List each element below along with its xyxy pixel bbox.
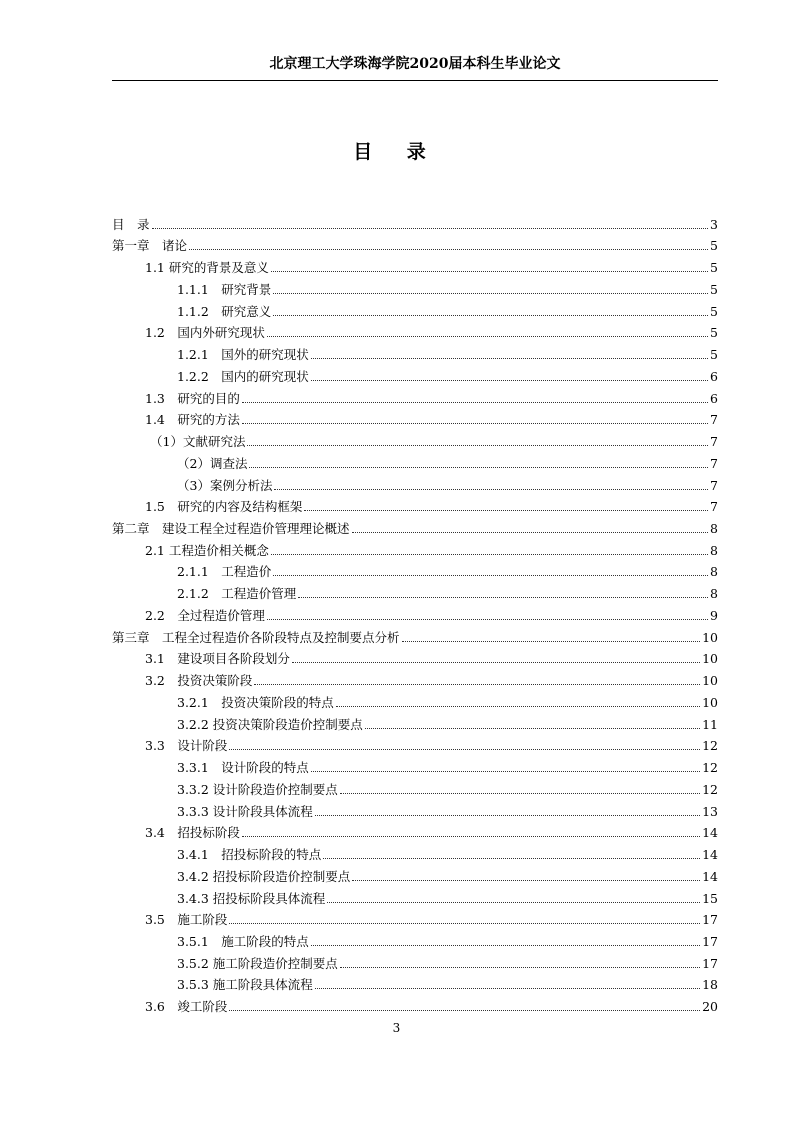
toc-entry-page: 5 [710, 347, 718, 363]
toc-entry-label: 3.3.2 设计阶段造价控制要点 [177, 781, 338, 797]
toc-entry-page: 17 [702, 933, 718, 949]
toc-leader-dots [242, 836, 700, 837]
toc-entry-page: 8 [710, 564, 718, 580]
toc-entry-label: 第一章 诸论 [112, 238, 188, 254]
toc-entry[interactable] [112, 233, 718, 255]
toc-entry-page: 5 [710, 260, 718, 276]
toc-entry-label: 1.2 国内外研究现状 [145, 325, 265, 341]
toc-leader-dots [315, 815, 700, 816]
toc-entry[interactable] [112, 841, 718, 863]
toc-leader-dots [229, 749, 700, 750]
toc-entry[interactable] [112, 711, 718, 733]
toc-entry[interactable] [112, 689, 718, 711]
toc-entry-label: 3.5.2 施工阶段造价控制要点 [177, 955, 338, 971]
table-of-contents [112, 211, 718, 1015]
toc-entry-label: 3.4 招投标阶段 [145, 825, 240, 841]
toc-entry[interactable] [112, 950, 718, 972]
toc-leader-dots [340, 793, 700, 794]
toc-entry-label: 3.6 竣工阶段 [145, 999, 228, 1015]
toc-entry-label: 3.2.2 投资决策阶段造价控制要点 [177, 716, 363, 732]
toc-leader-dots [292, 662, 700, 663]
toc-entry-page: 10 [702, 651, 718, 667]
toc-leader-dots [311, 771, 700, 772]
toc-leader-dots [315, 988, 700, 989]
toc-entry[interactable] [112, 667, 718, 689]
toc-entry[interactable] [112, 407, 718, 429]
toc-entry-label: 3.5.3 施工阶段具体流程 [177, 977, 313, 993]
toc-leader-dots [267, 336, 708, 337]
toc-entry-label: 3.3 设计阶段 [145, 738, 228, 754]
toc-entry-page: 7 [710, 434, 718, 450]
toc-entry-page: 8 [710, 542, 718, 558]
toc-entry-page: 7 [710, 499, 718, 515]
toc-entry-label: 1.1.1 研究背景 [177, 281, 272, 297]
toc-leader-dots [247, 445, 708, 446]
toc-entry-label: 3.3.3 设计阶段具体流程 [177, 803, 313, 819]
toc-entry-label: （3）案例分析法 [177, 477, 273, 493]
page-number: 3 [392, 1021, 401, 1035]
toc-leader-dots [267, 619, 708, 620]
toc-entry[interactable] [112, 363, 718, 385]
page-title: 目 录 [353, 141, 440, 163]
toc-entry[interactable] [112, 385, 718, 407]
toc-entry-label: 3.5 施工阶段 [145, 912, 228, 928]
toc-entry[interactable] [112, 537, 718, 559]
toc-leader-dots [273, 575, 708, 576]
toc-entry-page: 17 [702, 912, 718, 928]
toc-leader-dots [402, 641, 701, 642]
toc-leader-dots [271, 271, 708, 272]
toc-entry-page: 12 [702, 760, 718, 776]
toc-entry-page: 8 [710, 586, 718, 602]
toc-leader-dots [254, 684, 700, 685]
toc-entry[interactable] [112, 320, 718, 342]
toc-entry[interactable] [112, 972, 718, 994]
toc-entry-label: 3.2.1 投资决策阶段的特点 [177, 694, 334, 710]
toc-entry-label: 1.5 研究的内容及结构框架 [145, 499, 303, 515]
toc-entry-page: 15 [702, 890, 718, 906]
toc-entry[interactable] [112, 211, 718, 233]
toc-entry-page: 20 [702, 999, 718, 1015]
toc-entry-page: 14 [702, 847, 718, 863]
toc-leader-dots [365, 728, 700, 729]
toc-leader-dots [229, 1010, 700, 1011]
toc-entry[interactable] [112, 298, 718, 320]
toc-entry[interactable] [112, 428, 718, 450]
toc-entry[interactable] [112, 276, 718, 298]
toc-entry-page: 5 [710, 325, 718, 341]
toc-leader-dots [352, 880, 700, 881]
toc-leader-dots [340, 967, 700, 968]
toc-entry-page: 8 [710, 521, 718, 537]
toc-entry-page: 5 [710, 238, 718, 254]
toc-entry-page: 12 [702, 781, 718, 797]
toc-entry[interactable] [112, 907, 718, 929]
toc-entry-page: 14 [702, 825, 718, 841]
toc-entry[interactable] [112, 624, 718, 646]
toc-leader-dots [274, 489, 708, 490]
toc-entry-page: 11 [702, 716, 718, 732]
toc-entry-label: 3.1 建设项目各阶段划分 [145, 651, 290, 667]
toc-leader-dots [273, 315, 708, 316]
toc-entry-page: 6 [710, 390, 718, 406]
toc-leader-dots [336, 706, 700, 707]
toc-entry-label: 2.1.2 工程造价管理 [177, 586, 297, 602]
toc-entry-label: （2）调查法 [177, 455, 248, 471]
toc-entry-page: 14 [702, 868, 718, 884]
toc-entry-page: 12 [702, 738, 718, 754]
toc-leader-dots [311, 358, 708, 359]
toc-entry-label: 3.5.1 施工阶段的特点 [177, 933, 309, 949]
toc-leader-dots [189, 249, 708, 250]
header-rule [112, 80, 718, 81]
toc-entry[interactable] [112, 494, 718, 516]
toc-leader-dots [242, 402, 708, 403]
toc-entry-label: 1.2.2 国内的研究现状 [177, 368, 309, 384]
toc-entry-page: 10 [702, 673, 718, 689]
toc-leader-dots [311, 945, 700, 946]
toc-entry[interactable] [112, 515, 718, 537]
toc-leader-dots [152, 228, 709, 229]
toc-entry-label: 3.4.2 招投标阶段造价控制要点 [177, 868, 351, 884]
toc-leader-dots [352, 532, 709, 533]
toc-entry[interactable] [112, 993, 718, 1015]
toc-entry[interactable] [112, 646, 718, 668]
toc-leader-dots [273, 293, 708, 294]
toc-entry[interactable] [112, 885, 718, 907]
toc-entry-page: 10 [702, 629, 718, 645]
toc-entry-page: 5 [710, 303, 718, 319]
toc-leader-dots [323, 858, 700, 859]
toc-entry[interactable] [112, 733, 718, 755]
toc-entry-label: 第三章 工程全过程造价各阶段特点及控制要点分析 [112, 629, 400, 645]
toc-entry-label: 3.2 投资决策阶段 [145, 673, 253, 689]
toc-entry-label: 1.1 研究的背景及意义 [145, 260, 269, 276]
toc-entry-page: 7 [710, 455, 718, 471]
toc-leader-dots [249, 467, 708, 468]
toc-entry[interactable] [112, 341, 718, 363]
toc-entry-page: 18 [702, 977, 718, 993]
toc-entry-label: 1.2.1 国外的研究现状 [177, 347, 309, 363]
toc-entry-label: 3.3.1 设计阶段的特点 [177, 760, 309, 776]
toc-entry[interactable] [112, 754, 718, 776]
toc-entry[interactable] [112, 820, 718, 842]
toc-entry[interactable] [112, 928, 718, 950]
toc-entry-label: 第二章 建设工程全过程造价管理理论概述 [112, 521, 350, 537]
toc-leader-dots [229, 923, 700, 924]
toc-entry[interactable] [112, 602, 718, 624]
toc-entry-page: 9 [710, 607, 718, 623]
toc-entry-label: 1.3 研究的目的 [145, 390, 240, 406]
toc-entry-page: 3 [710, 216, 718, 232]
toc-entry-page: 10 [702, 694, 718, 710]
toc-entry[interactable] [112, 254, 718, 276]
toc-entry[interactable] [112, 798, 718, 820]
toc-entry[interactable] [112, 450, 718, 472]
toc-entry-label: （1）文献研究法 [150, 434, 246, 450]
toc-entry[interactable] [112, 580, 718, 602]
toc-entry-label: 3.4.1 招投标阶段的特点 [177, 847, 322, 863]
toc-entry-page: 17 [702, 955, 718, 971]
toc-leader-dots [271, 554, 708, 555]
toc-entry-page: 6 [710, 368, 718, 384]
toc-leader-dots [242, 423, 708, 424]
toc-leader-dots [327, 902, 700, 903]
toc-entry-page: 5 [710, 281, 718, 297]
toc-entry[interactable] [112, 472, 718, 494]
toc-entry[interactable] [112, 863, 718, 885]
toc-entry-label: 2.1.1 工程造价 [177, 564, 272, 580]
toc-leader-dots [298, 597, 708, 598]
toc-entry-label: 2.1 工程造价相关概念 [145, 542, 269, 558]
toc-entry-page: 13 [702, 803, 718, 819]
toc-entry-label: 目 录 [112, 216, 150, 232]
toc-entry[interactable] [112, 559, 718, 581]
toc-entry-page: 7 [710, 477, 718, 493]
toc-leader-dots [311, 380, 708, 381]
toc-entry-label: 3.4.3 招投标阶段具体流程 [177, 890, 326, 906]
toc-entry-page: 7 [710, 412, 718, 428]
running-header: 北京理工大学珠海学院2020届本科生毕业论文 [269, 56, 561, 72]
toc-entry-label: 1.1.2 研究意义 [177, 303, 272, 319]
toc-entry-label: 1.4 研究的方法 [145, 412, 240, 428]
toc-entry-label: 2.2 全过程造价管理 [145, 607, 265, 623]
toc-entry[interactable] [112, 776, 718, 798]
toc-leader-dots [304, 510, 708, 511]
